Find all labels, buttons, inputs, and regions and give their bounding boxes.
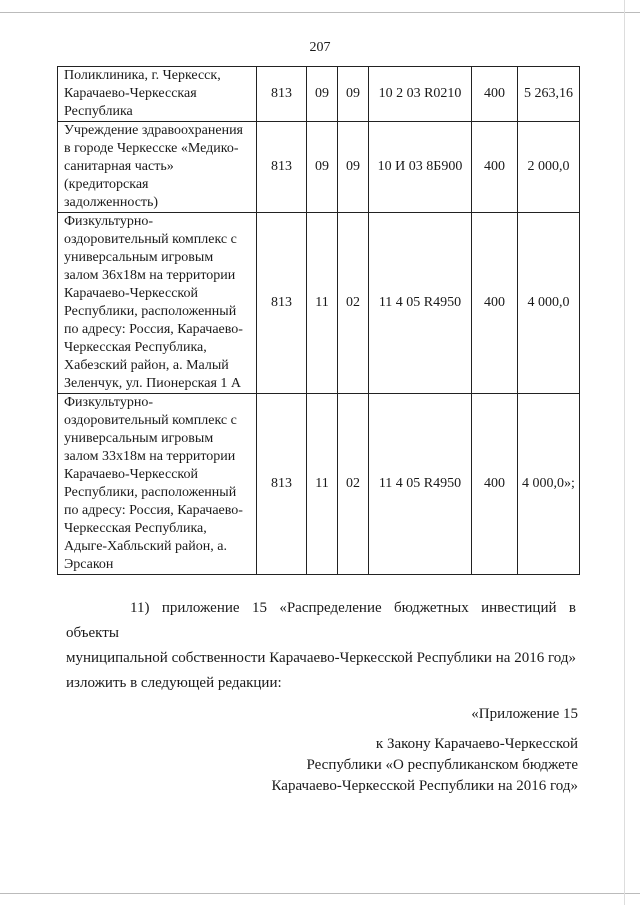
- object-name-line: по адресу: Россия, Карачаево-: [64, 322, 243, 337]
- object-name-cell: [58, 67, 257, 122]
- object-name-line: Черкесская Республика,: [64, 340, 207, 355]
- scan-line: [0, 893, 640, 894]
- object-name-line: Карачаево-Черкесской: [64, 467, 199, 482]
- object-name-line: Хабезский район, а. Малый: [64, 358, 229, 373]
- expense-type-cell: 400: [472, 394, 518, 575]
- expense-type-cell: 400: [472, 122, 518, 213]
- object-name-line: оздоровительный комплекс с: [64, 413, 237, 428]
- page-number: 207: [309, 40, 331, 55]
- target-article-cell: 10 2 03 R0210: [369, 67, 472, 122]
- object-name-line: Карачаево-Черкесской: [64, 286, 199, 301]
- subsection-code-cell: 02: [338, 213, 369, 394]
- object-name-line: Физкультурно-: [64, 214, 153, 229]
- appendix-line: к Закону Карачаево-Черкесской: [375, 736, 578, 752]
- object-name-line: Учреждение здравоохранения: [64, 123, 243, 138]
- section-code-cell: 11: [307, 394, 338, 575]
- object-name-cell: [58, 122, 257, 213]
- section-code-cell: 09: [307, 122, 338, 213]
- object-name-line: универсальным игровым: [64, 250, 214, 265]
- paragraph-line-3: изложить в следующей редакции:: [66, 675, 282, 691]
- target-article-cell: 11 4 05 R4950: [369, 213, 472, 394]
- expense-type-cell: 400: [472, 213, 518, 394]
- object-name-line: Эрсакон: [64, 557, 114, 572]
- amount-cell: 4 000,0»;: [518, 394, 580, 575]
- ministry-code-cell: 813: [257, 67, 307, 122]
- object-name-line: (кредиторская: [64, 177, 149, 192]
- section-code-cell: 11: [307, 213, 338, 394]
- object-name-line: по адресу: Россия, Карачаево-: [64, 503, 243, 518]
- object-name-line: залом 33х18м на территории: [64, 449, 236, 464]
- subsection-code-cell: 02: [338, 394, 369, 575]
- table-row: [58, 213, 580, 394]
- object-name-cell: [58, 213, 257, 394]
- ministry-code-cell: 813: [257, 394, 307, 575]
- paragraph-line-1: 11) приложение 15 «Распределение бюджетных инвестиций в объекты: [66, 600, 576, 641]
- amount-cell: 4 000,0: [518, 213, 580, 394]
- section-code-cell: 09: [307, 67, 338, 122]
- object-name-line: Физкультурно-: [64, 395, 153, 410]
- amount-cell: 5 263,16: [518, 67, 580, 122]
- appendix-title: «Приложение 15: [471, 706, 578, 722]
- paragraph-line-2: муниципальной собственности Карачаево-Черкесской Республики на 2016 год»: [66, 650, 576, 666]
- object-name-line: Поликлиника, г. Черкесск,: [64, 68, 221, 83]
- table-row: [58, 394, 580, 575]
- ministry-code-cell: 813: [257, 213, 307, 394]
- budget-table: [57, 66, 580, 575]
- ministry-code-cell: 813: [257, 122, 307, 213]
- appendix-caption: [272, 734, 579, 797]
- object-name-line: Адыге-Хабльский район, а.: [64, 539, 227, 554]
- object-name-line: Республики, расположенный: [64, 485, 237, 500]
- table-row: [58, 122, 580, 213]
- paragraph-11: [66, 596, 576, 696]
- appendix-line: Карачаево-Черкесской Республики на 2016 год»: [271, 778, 578, 794]
- object-name-line: Республика: [64, 104, 133, 119]
- appendix-line: Республики «О республиканском бюджете: [306, 757, 578, 773]
- expense-type-cell: 400: [472, 67, 518, 122]
- object-name-cell: [58, 394, 257, 575]
- object-name-line: в городе Черкесске «Медико-: [64, 141, 239, 156]
- object-name-line: задолженность): [64, 195, 159, 210]
- object-name-line: универсальным игровым: [64, 431, 214, 446]
- amount-cell: 2 000,0: [518, 122, 580, 213]
- subsection-code-cell: 09: [338, 67, 369, 122]
- object-name-line: Зеленчук, ул. Пионерская 1 А: [64, 376, 242, 391]
- object-name-line: оздоровительный комплекс с: [64, 232, 237, 247]
- object-name-line: Черкесская Республика,: [64, 521, 207, 536]
- target-article-cell: 10 И 03 8Б900: [369, 122, 472, 213]
- scan-line: [624, 0, 625, 905]
- object-name-line: санитарная часть»: [64, 159, 174, 174]
- target-article-cell: 11 4 05 R4950: [369, 394, 472, 575]
- object-name-line: Республики, расположенный: [64, 304, 237, 319]
- object-name-line: залом 36х18м на территории: [64, 268, 236, 283]
- subsection-code-cell: 09: [338, 122, 369, 213]
- table-row: [58, 67, 580, 122]
- scan-line: [0, 12, 640, 13]
- object-name-line: Карачаево-Черкесская: [64, 86, 197, 101]
